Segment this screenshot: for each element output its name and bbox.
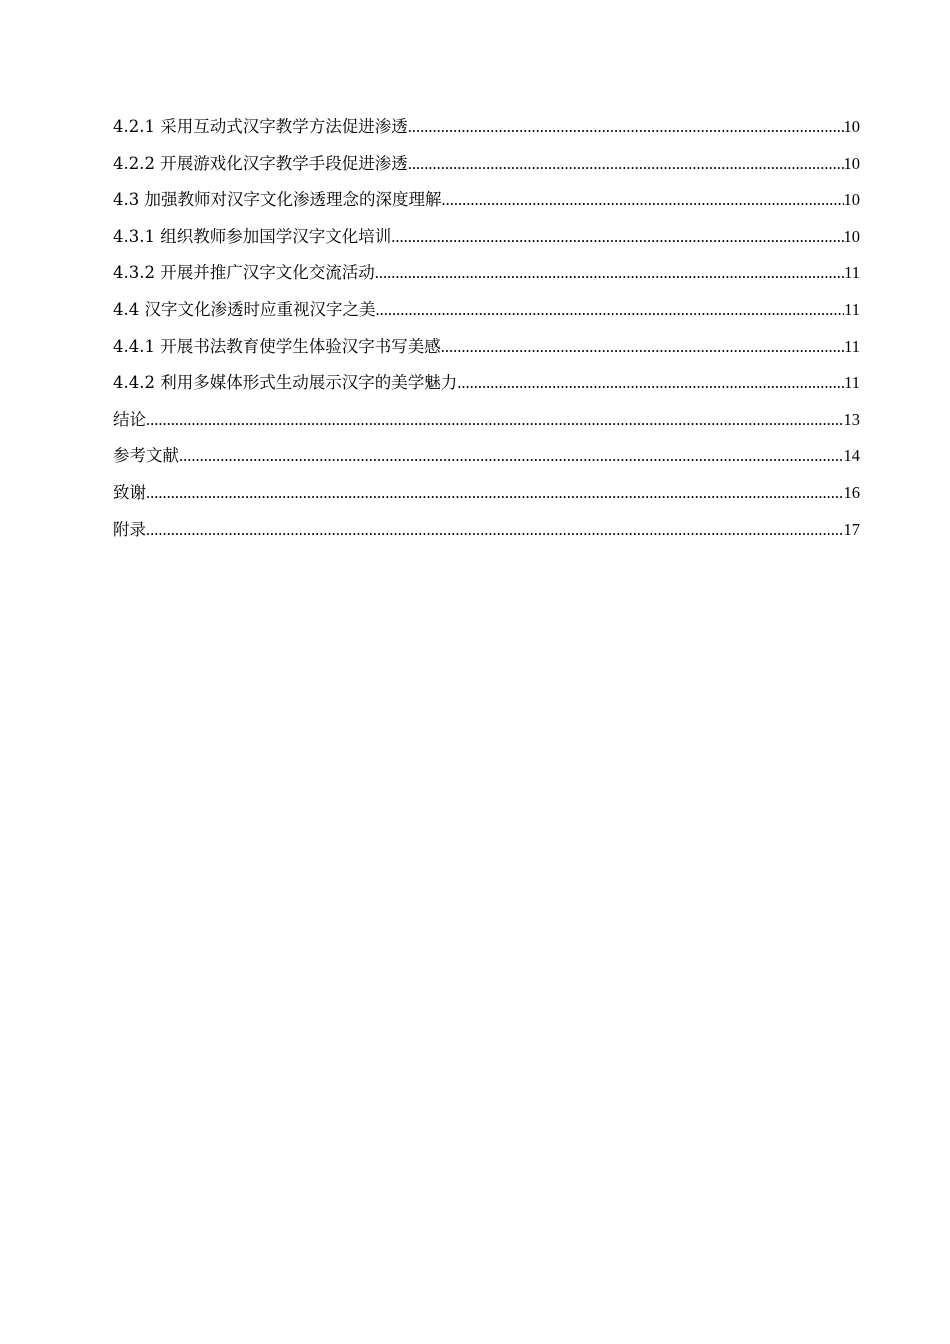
- toc-entry-title: 4.3 加强教师对汉字文化渗透理念的深度理解: [113, 190, 442, 210]
- toc-page-number: 11: [844, 373, 860, 393]
- toc-entry[interactable]: [113, 150, 860, 187]
- toc-entry-title: 4.3.2 开展并推广汉字文化交流活动: [113, 263, 375, 283]
- toc-page-number: 10: [843, 117, 860, 136]
- toc-entry[interactable]: [113, 479, 860, 516]
- toc-entry[interactable]: [113, 406, 860, 443]
- toc-page-number: 10: [843, 153, 860, 173]
- toc-dot-leader: [391, 223, 843, 251]
- toc-page-number: 10: [843, 190, 860, 210]
- table-of-contents: [113, 113, 860, 552]
- toc-entry[interactable]: [113, 516, 860, 553]
- toc-entry[interactable]: [113, 259, 860, 296]
- toc-entry-title: 结论: [113, 409, 146, 429]
- toc-entry-title: 附录: [113, 519, 146, 539]
- toc-page-number: 11: [844, 299, 860, 319]
- toc-entry-title: 4.4.1 开展书法教育使学生体验汉字书写美感: [113, 336, 441, 356]
- toc-dot-leader: [146, 479, 844, 507]
- toc-entry-title: 4.4.2 利用多媒体形式生动展示汉字的美学魅力: [113, 373, 458, 393]
- toc-page-number: 14: [843, 446, 860, 466]
- toc-page-number: 16: [843, 482, 860, 502]
- toc-entry[interactable]: [113, 223, 860, 260]
- toc-dot-leader: [146, 516, 844, 544]
- toc-dot-leader: [442, 186, 844, 214]
- toc-entry-title: 4.2.1 采用互动式汉字教学方法促进渗透: [113, 117, 408, 136]
- toc-dot-leader: [376, 296, 845, 324]
- toc-page-number: 17: [843, 519, 860, 539]
- toc-entry[interactable]: [113, 296, 860, 333]
- toc-entry-title: 致谢: [113, 482, 146, 502]
- toc-entry[interactable]: [113, 186, 860, 223]
- toc-entry-title: 参考文献: [113, 446, 179, 466]
- toc-dot-leader: [179, 442, 844, 470]
- toc-page-number: 13: [843, 409, 860, 429]
- toc-entry-title: 4.2.2 开展游戏化汉字教学手段促进渗透: [113, 153, 408, 173]
- toc-dot-leader: [375, 259, 844, 287]
- toc-dot-leader: [408, 150, 844, 178]
- toc-entry-title: 4.3.1 组织教师参加国学汉字文化培训: [113, 226, 392, 246]
- toc-dot-leader: [146, 406, 844, 434]
- toc-entry[interactable]: [113, 369, 860, 406]
- toc-dot-leader: [457, 369, 844, 397]
- toc-entry[interactable]: [113, 113, 860, 150]
- toc-page-number: 10: [843, 226, 860, 246]
- toc-dot-leader: [408, 113, 844, 141]
- toc-entry[interactable]: [113, 442, 860, 479]
- toc-entry-title: 4.4 汉字文化渗透时应重视汉字之美: [113, 299, 376, 319]
- toc-page-number: 11: [844, 263, 860, 283]
- toc-dot-leader: [441, 333, 844, 361]
- toc-page-number: 11: [844, 336, 860, 356]
- toc-entry[interactable]: [113, 333, 860, 370]
